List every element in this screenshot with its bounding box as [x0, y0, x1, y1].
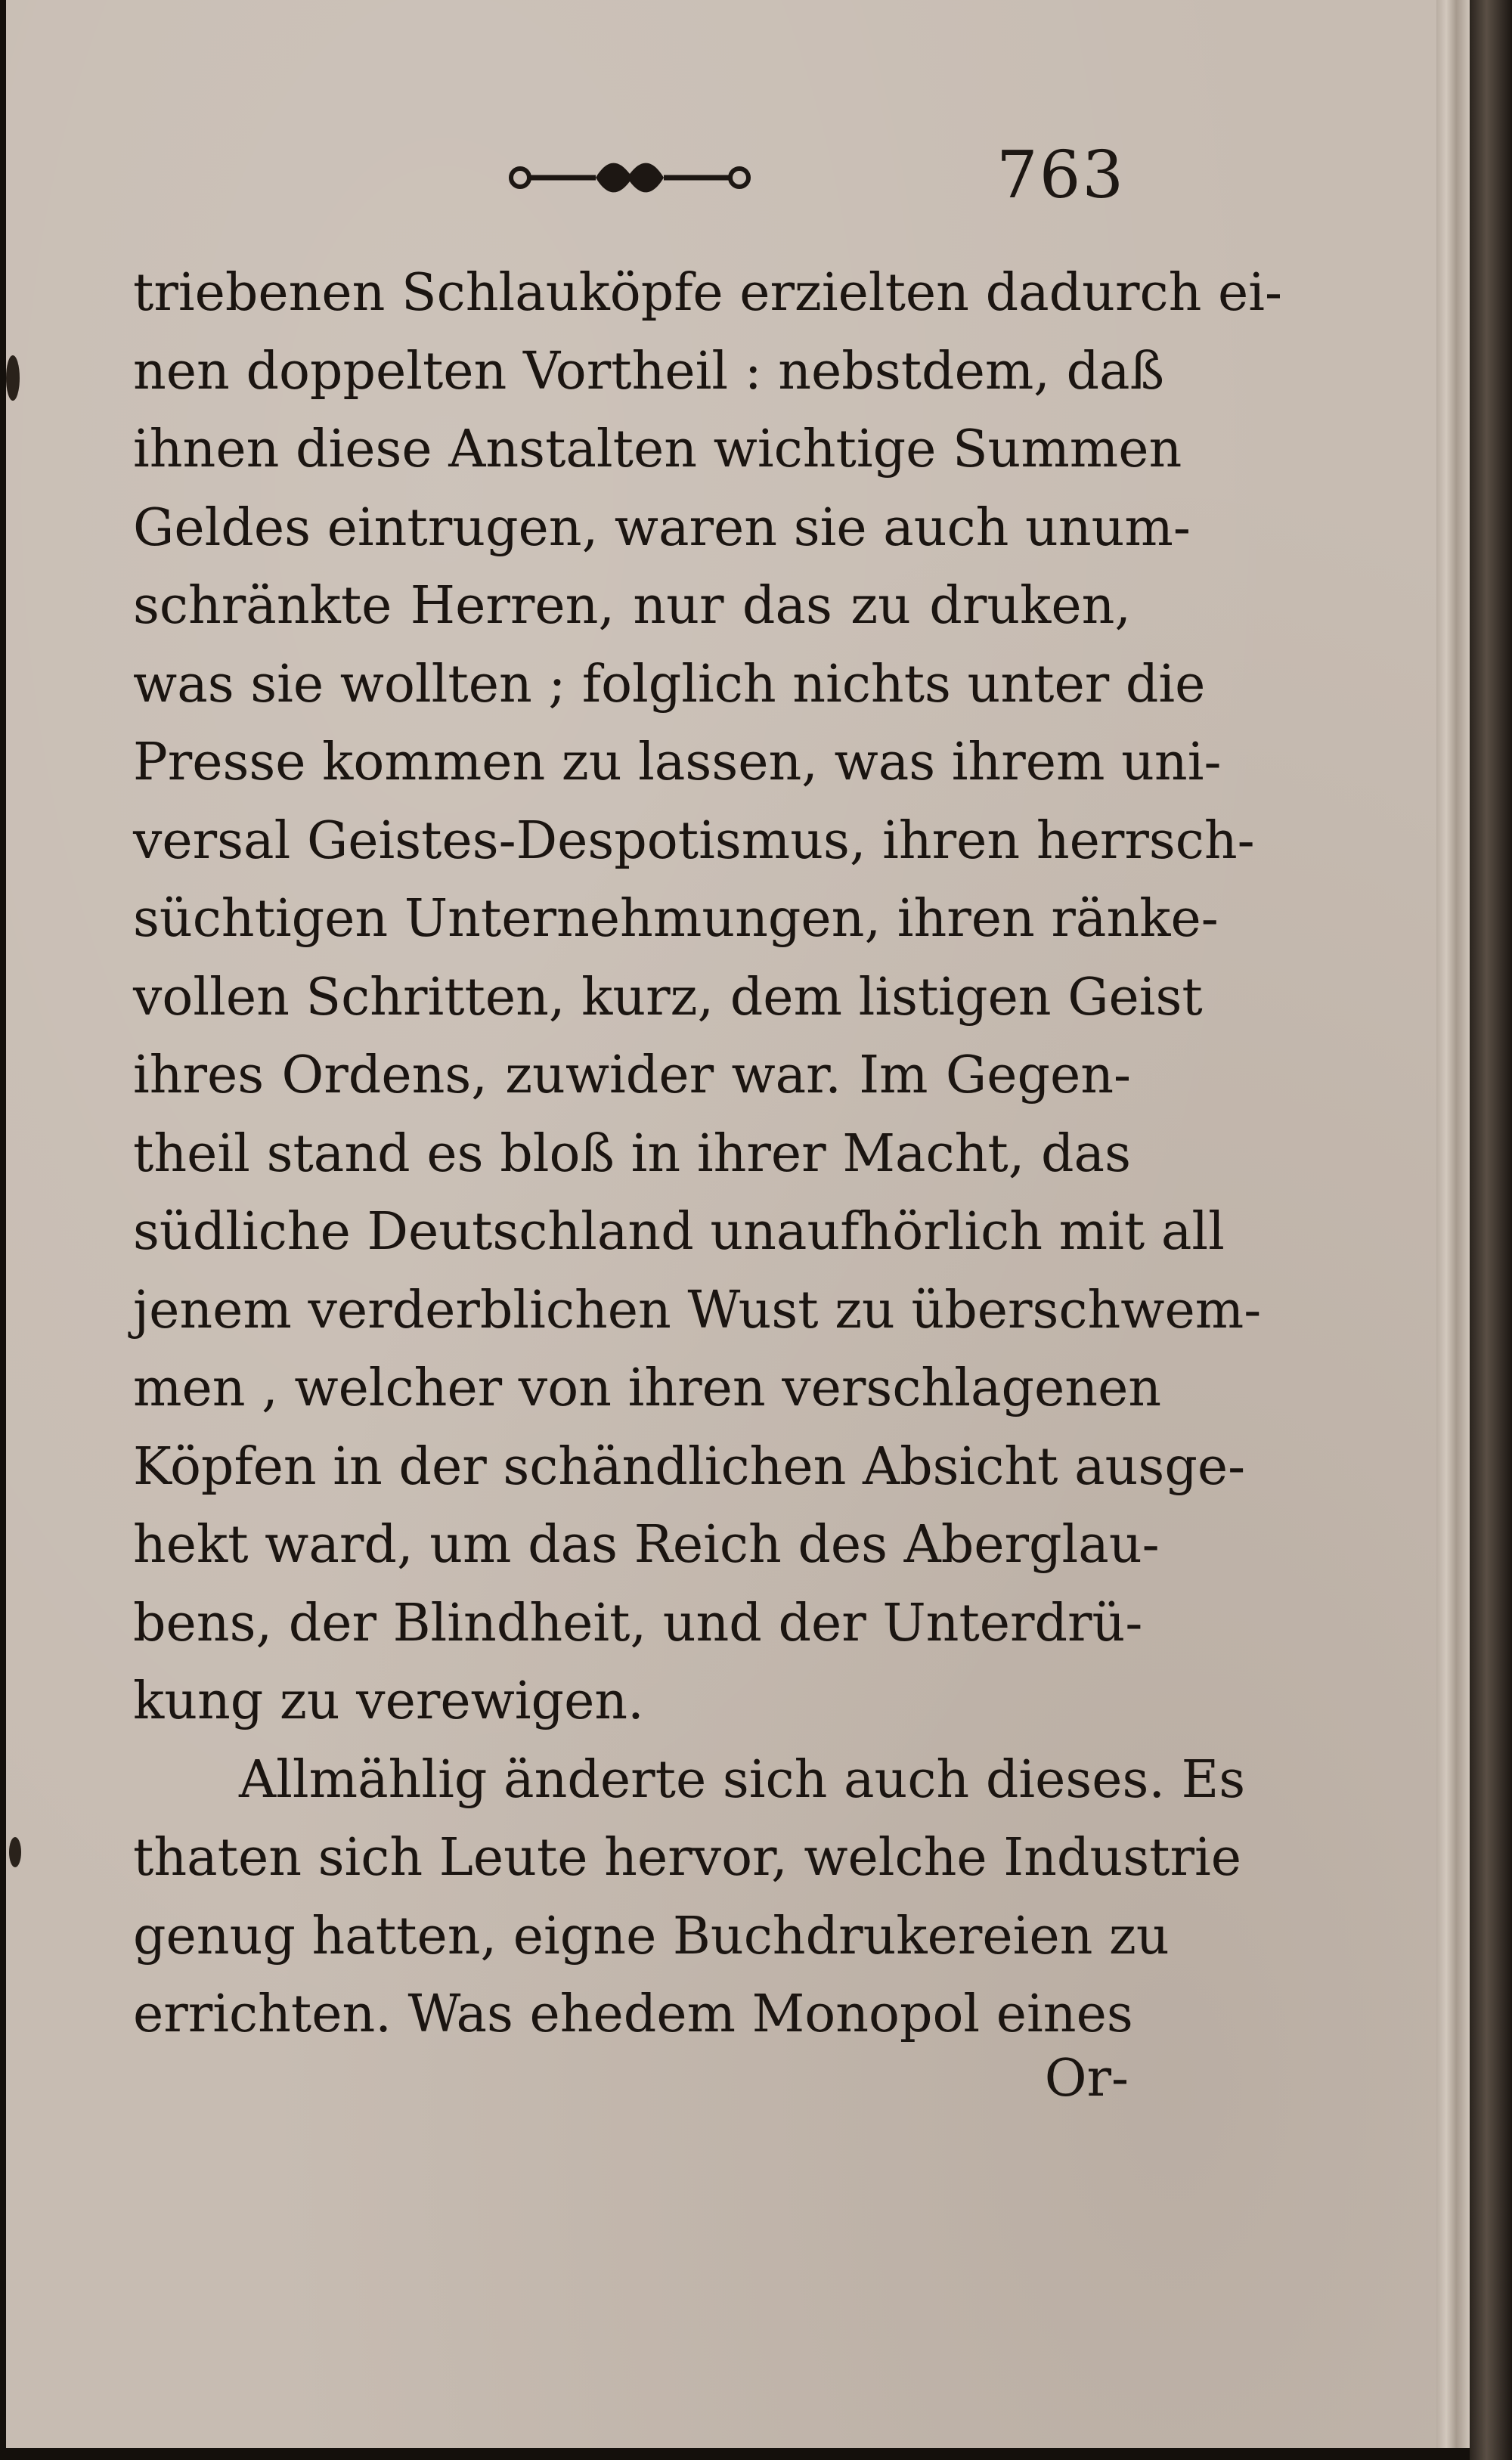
ornament-rule — [505, 151, 754, 204]
text-line: versal Geistes-Despotismus, ihren herrsch- — [133, 810, 1255, 871]
text-line: errichten. Was ehedem Monopol eines — [133, 1984, 1133, 2044]
text-line: men , welcher von ihren verschlagenen — [133, 1359, 1162, 1418]
book-spine-shadow — [1470, 0, 1512, 2460]
body-text — [133, 254, 1282, 2054]
text-line: südliche Deutschland unaufhörlich mit all — [133, 1202, 1225, 1262]
text-line: süchtigen Unternehmungen, ihren ränke- — [133, 889, 1219, 949]
text-line: bens, der Blindheit, und der Unterdrü- — [133, 1593, 1143, 1653]
text-line: vollen Schritten, kurz, dem listigen Geist — [133, 967, 1203, 1027]
bleed-through-mark — [6, 355, 20, 401]
text-line: Köpfen in der schändlichen Absicht ausge- — [133, 1436, 1246, 1497]
text-line: ihnen diese Anstalten wichtige Summen — [133, 420, 1182, 479]
text-line: was sie wollten ; folglich nichts unter die — [133, 654, 1206, 714]
text-line: theil stand es bloß in ihrer Macht, das — [133, 1123, 1131, 1184]
text-line: schränkte Herren, nur das zu druken, — [133, 576, 1131, 636]
text-line: triebenen Schlauköpfe erzielten dadurch ei- — [133, 263, 1282, 323]
text-line: jenem verderblichen Wust zu überschwem- — [133, 1280, 1262, 1340]
bleed-through-mark — [9, 1837, 21, 1867]
catchword: Or- — [1044, 2049, 1129, 2108]
text-line: ihres Ordens, zuwider war. Im Gegen- — [133, 1046, 1131, 1105]
text-line: Presse kommen zu lassen, was ihrem uni- — [133, 733, 1222, 792]
page-edge — [1436, 0, 1470, 2448]
text-line: genug hatten, eigne Buchdrukereien zu — [133, 1906, 1170, 1966]
text-line: hekt ward, um das Reich des Aberglau- — [133, 1515, 1160, 1575]
text-line: nen doppelten Vortheil : nebstdem, daß — [133, 341, 1165, 401]
text-line: kung zu verewigen. — [133, 1671, 644, 1731]
text-line: Allmählig änderte sich auch dieses. Es — [239, 1749, 1246, 1810]
page-number: 763 — [996, 138, 1126, 213]
book-page — [6, 0, 1467, 2448]
text-line: Geldes eintrugen, waren sie auch unum- — [133, 497, 1191, 558]
text-line: thaten sich Leute hervor, welche Industrie — [133, 1828, 1241, 1888]
